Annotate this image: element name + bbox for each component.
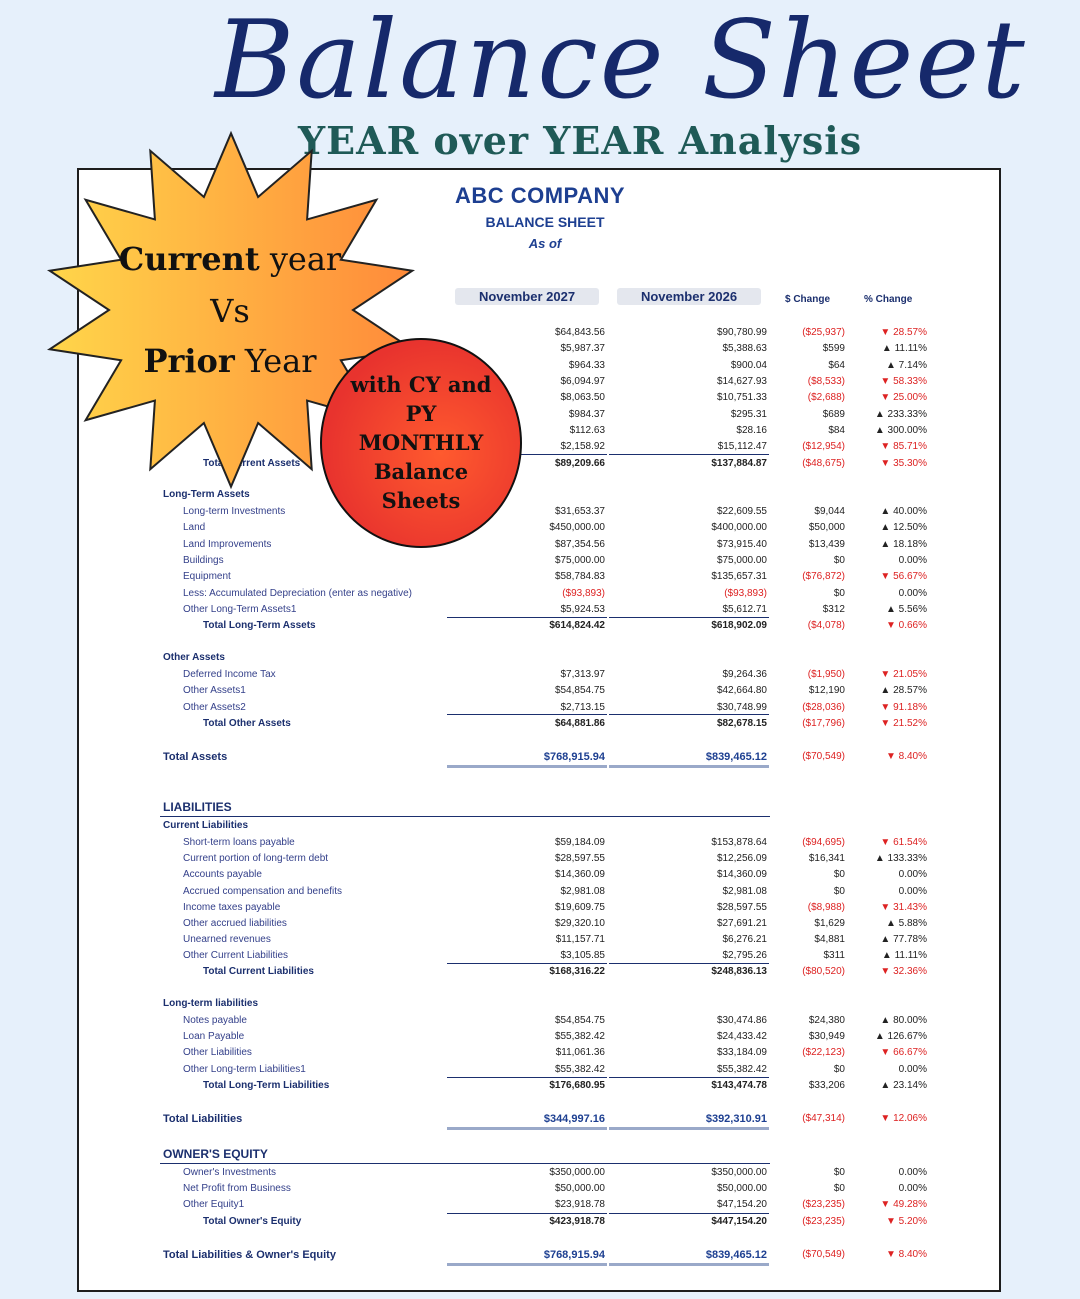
pct-change: ▼ 91.18% [880,701,927,713]
pct-change: ▲ 40.00% [880,506,927,517]
dollar-change: ($23,235) [802,1216,845,1227]
pct-change: ▲ 11.11% [881,343,927,355]
row-label: Current portion of long-term debt [183,853,329,865]
divider [609,1213,769,1214]
table-row [0,868,1080,882]
cy-value: $11,061.36 [555,1047,605,1059]
row-label: Equipment [183,571,231,583]
row-label: Other Liabilities [183,1047,252,1059]
divider [447,1127,607,1130]
dollar-change: ($70,549) [802,1249,845,1260]
cy-value: $11,157.71 [555,934,605,946]
total-row [0,965,1080,979]
section-heading: Other Assets [163,652,225,663]
row-label: Other Long-Term Assets1 [183,603,297,615]
cy-value: $64,881.86 [554,718,605,729]
dollar-change: ($2,688) [807,392,845,404]
dollar-change: $312 [822,603,845,615]
row-label: Other Assets1 [183,685,246,697]
py-value: $9,264.36 [722,669,767,680]
cy-value: $54,854.75 [554,685,605,697]
dollar-change: $0 [833,554,845,566]
divider [447,963,607,964]
py-value: $27,691.21 [716,918,767,929]
row-label: Total Assets [163,751,228,763]
row-label: Other Current Liabilities [183,950,289,962]
circle-badge-text [320,370,522,515]
equity-heading: OWNER'S EQUITY [163,1147,268,1161]
table-row [0,1198,1080,1212]
total-row [0,717,1080,731]
cy-value: $2,158.92 [560,441,605,453]
pct-change: ▲ 7.14% [885,359,927,371]
py-value: $618,902.09 [711,620,767,631]
py-value: $24,433.42 [716,1031,767,1043]
py-value: $82,678.15 [716,718,767,729]
grand-total-row [0,1112,1080,1126]
cy-value: $58,784.83 [554,571,605,583]
py-value: $12,256.09 [716,853,767,865]
badge-year: year [259,240,342,278]
pct-change: ▲ 5.56% [885,603,927,615]
dollar-change: ($70,549) [802,751,845,762]
py-value: $10,751.33 [716,392,767,404]
cy-value: ($93,893) [562,587,605,599]
row-label: Other Equity1 [183,1199,245,1211]
py-value: $14,627.93 [716,375,767,387]
table-row [0,885,1080,899]
table-row [0,1046,1080,1060]
table-row [0,1014,1080,1028]
script-title: Balance Sheet [215,0,1027,123]
cy-value: $55,382.42 [554,1031,605,1043]
equity-underline [160,1163,770,1164]
pct-change: ▲ 233.33% [874,408,927,420]
row-label: Notes payable [183,1015,247,1026]
badge-prior: Prior [143,342,235,380]
row-label: Land Improvements [183,538,272,550]
dollar-change: $9,044 [814,506,845,517]
pct-change: 0.00% [898,885,927,897]
row-label: Income taxes payable [183,901,281,913]
dollar-change: $64 [828,359,845,371]
dollar-change: ($48,675) [802,458,845,469]
cy-value: $176,680.95 [549,1080,605,1091]
cy-value: $8,063.50 [560,392,605,404]
dollar-change: ($25,937) [802,327,845,338]
dollar-change: $311 [823,950,845,962]
cy-value: $28,597.55 [554,853,605,865]
section-heading: Long-term liabilities [163,998,259,1009]
dollar-change: ($17,796) [802,718,845,729]
liabilities-heading: LIABILITIES [163,800,232,814]
col-header-dollar-change: $ Change [785,294,831,305]
dollar-change: $1,629 [814,918,845,929]
py-value: $839,465.12 [705,751,767,763]
pct-change: ▲ 133.33% [874,853,927,865]
dollar-change: $599 [822,343,845,355]
divider [609,1263,769,1266]
py-value: $28,597.55 [716,901,767,913]
pct-change: ▲ 23.14% [880,1080,927,1091]
row-label: Deferred Income Tax [183,669,276,680]
table-row [0,949,1080,963]
cy-value: $50,000.00 [554,1183,605,1195]
badge-prior-year: Year [234,342,317,380]
cy-value: $89,209.66 [554,458,605,469]
dollar-change: $0 [833,1183,845,1195]
py-value: $248,836.13 [711,966,767,977]
cy-value: $450,000.00 [549,522,605,534]
cy-value: $7,313.97 [560,669,605,680]
subtitle: YEAR over YEAR Analysis [298,118,863,163]
dollar-change: ($47,314) [802,1113,845,1124]
divider [447,1263,607,1266]
table-row [0,1030,1080,1044]
cy-value: $29,320.10 [554,918,605,929]
cy-value: $2,713.15 [560,701,605,713]
table-row [0,668,1080,682]
py-value: $33,184.09 [716,1047,767,1059]
py-value: $2,981.08 [722,885,767,897]
dollar-change: $689 [822,408,845,420]
table-row [0,521,1080,535]
py-value: $14,360.09 [716,869,767,881]
pct-change: ▼ 66.67% [880,1047,927,1059]
pct-change: ▼ 0.66% [885,620,927,631]
total-row [0,1215,1080,1229]
py-value: $135,657.31 [711,571,767,583]
py-value: $22,609.55 [716,506,767,517]
py-value: $839,465.12 [705,1249,767,1261]
table-row [0,603,1080,617]
cy-value: $87,354.56 [554,538,605,550]
dollar-change: $16,341 [808,853,845,865]
pct-change: ▲ 11.11% [881,950,927,962]
table-row [0,917,1080,931]
pct-change: 0.00% [898,869,927,881]
liabilities-underline [160,816,770,817]
pct-change: ▼ 5.20% [885,1216,927,1227]
total-row [0,619,1080,633]
cy-value: $344,997.16 [543,1113,605,1125]
pct-change: ▼ 12.06% [880,1113,927,1124]
row-label: Other accrued liabilities [183,918,287,929]
divider [447,714,607,715]
total-row [0,1079,1080,1093]
cy-value: $984.37 [568,408,605,420]
table-row [0,587,1080,601]
pct-change: ▼ 31.43% [880,901,927,913]
dollar-change: $0 [833,885,845,897]
pct-change: ▲ 126.67% [874,1031,927,1043]
section-heading: Current Liabilities [163,820,249,831]
grand-total-row [0,750,1080,764]
cy-value: $31,653.37 [554,506,605,517]
divider [447,617,607,618]
cy-value: $614,824.42 [549,620,605,631]
col-header-cy: November 2027 [455,288,599,305]
pct-change: ▼ 49.28% [880,1199,927,1211]
pct-change: 0.00% [898,554,927,566]
dollar-change: $0 [833,1167,845,1178]
py-value: $143,474.78 [711,1080,767,1091]
pct-change: ▲ 28.57% [880,685,927,697]
dollar-change: $12,190 [808,685,845,697]
dollar-change: ($8,988) [807,901,845,913]
py-value: $30,474.86 [716,1015,767,1026]
pct-change: 0.00% [898,1167,927,1178]
pct-change: ▲ 77.78% [880,934,927,946]
row-label: Total Other Assets [203,718,291,729]
row-label: Other Long-term Liabilities1 [183,1063,306,1075]
divider [609,454,769,455]
cy-value: $14,360.09 [554,869,605,881]
py-value: $153,878.64 [711,837,767,848]
py-value: ($93,893) [724,587,767,599]
badge-line-1 [60,240,400,278]
pct-change: 0.00% [898,1063,927,1075]
row-label: Total Current Assets [203,458,301,469]
cy-value: $54,854.75 [554,1015,605,1026]
row-label: Land [183,522,206,534]
py-value: $295.31 [730,408,767,420]
dollar-change: ($23,235) [802,1199,845,1211]
divider [609,963,769,964]
cy-value: $350,000.00 [549,1167,605,1178]
py-value: $42,664.80 [716,685,767,697]
cy-value: $23,918.78 [554,1199,605,1211]
row-label: Unearned revenues [183,934,271,946]
cy-value: $2,981.08 [560,885,605,897]
row-label: Short-term loans payable [183,837,295,848]
divider [609,714,769,715]
dollar-change: $84 [828,424,845,436]
cy-value: $3,105.85 [560,950,605,962]
divider [609,617,769,618]
divider [609,765,769,768]
circle-line-4: Balance [373,459,469,484]
cy-value: $59,184.09 [554,837,605,848]
pct-change: ▼ 56.67% [880,571,927,583]
badge-current: Current [118,240,260,278]
table-row [0,1063,1080,1077]
circle-line-1: with CY and [350,372,492,397]
dollar-change: ($8,533) [807,375,845,387]
dollar-change: ($12,954) [802,441,845,453]
cy-value: $768,915.94 [543,751,605,763]
py-value: $400,000.00 [711,522,767,534]
row-label: Net Profit from Business [183,1183,291,1195]
dollar-change: $0 [833,587,845,599]
py-value: $6,276.21 [722,934,767,946]
circle-line-2: PY [405,401,437,426]
cy-value: $75,000.00 [554,554,605,566]
cy-value: $6,094.97 [560,375,605,387]
py-value: $75,000.00 [716,554,767,566]
row-label: Total Liabilities & Owner's Equity [163,1249,336,1261]
pct-change: ▼ 35.30% [880,458,927,469]
dollar-change: ($28,036) [802,701,845,713]
pct-change: ▼ 21.05% [880,669,927,680]
pct-change: ▲ 300.00% [874,424,927,436]
pct-change: ▼ 32.36% [880,966,927,977]
row-label: Buildings [183,554,224,566]
pct-change: 0.00% [898,587,927,599]
company-name: ABC COMPANY [454,183,626,208]
pct-change: ▲ 5.88% [885,918,927,929]
col-header-pct-change: % Change [864,294,913,305]
cy-value: $64,843.56 [554,327,605,338]
pct-change: ▼ 8.40% [885,751,927,762]
table-row [0,554,1080,568]
divider [609,1077,769,1078]
circle-line-5: Sheets [381,488,461,513]
as-of-label: As of [528,236,562,251]
pct-change: ▲ 18.18% [880,538,927,550]
row-label: Total Liabilities [163,1113,243,1125]
py-value: $28.16 [736,424,767,436]
col-header-py: November 2026 [617,288,761,305]
dollar-change: ($80,520) [802,966,845,977]
dollar-change: $33,206 [808,1080,845,1091]
divider [609,1127,769,1130]
table-row [0,505,1080,519]
row-label: Less: Accumulated Depreciation (enter as negative) [183,587,413,599]
pct-change: ▲ 80.00% [880,1015,927,1026]
py-value: $5,612.71 [722,603,767,615]
pct-change: ▲ 12.50% [880,522,927,534]
row-label: Total Current Liabilities [203,966,314,977]
py-value: $137,884.87 [711,458,767,469]
sheet-title: BALANCE SHEET [485,214,605,230]
dollar-change: $50,000 [808,522,845,534]
badge-line-2: Vs [210,292,250,330]
table-row [0,933,1080,947]
dollar-change: $13,439 [808,538,845,550]
dollar-change: ($4,078) [807,620,845,631]
py-value: $30,748.99 [716,701,767,713]
cy-value: $112.63 [569,424,605,436]
py-value: $73,915.40 [716,538,767,550]
divider [447,765,607,768]
pct-change: ▼ 58.33% [880,375,927,387]
pct-change: ▼ 21.52% [880,718,927,729]
cy-value: $5,987.37 [560,343,605,355]
py-value: $350,000.00 [711,1167,767,1178]
row-label: Total Long-Term Liabilities [203,1080,330,1091]
pct-change: 0.00% [898,1183,927,1195]
dollar-change: $30,949 [808,1031,845,1043]
py-value: $900.04 [730,359,767,371]
pct-change: ▼ 8.40% [885,1249,927,1260]
pct-change: ▼ 25.00% [880,392,927,404]
py-value: $5,388.63 [722,343,767,355]
table-row [0,852,1080,866]
cy-value: $55,382.42 [554,1063,605,1075]
dollar-change: $4,881 [814,934,845,946]
dollar-change: $0 [833,869,845,881]
divider [447,1213,607,1214]
circle-line-3: MONTHLY [358,430,484,455]
py-value: $15,112.47 [717,441,767,453]
grand-total-row [0,1248,1080,1262]
row-label: Loan Payable [183,1031,245,1043]
table-row [0,901,1080,915]
dollar-change: ($76,872) [802,571,845,583]
py-value: $50,000.00 [716,1183,767,1195]
row-label: Accrued compensation and benefits [183,885,342,897]
table-row [0,1166,1080,1180]
dollar-change: $0 [833,1063,845,1075]
pct-change: ▼ 85.71% [880,441,927,453]
row-label: Total Long-Term Assets [203,620,316,631]
section-heading: Long-Term Assets [163,489,250,500]
table-row [0,701,1080,715]
table-row [0,570,1080,584]
row-label: Owner's Investments [183,1167,277,1178]
table-row [0,684,1080,698]
table-row [0,538,1080,552]
dollar-change: ($22,123) [802,1047,845,1059]
py-value: $55,382.42 [716,1063,767,1075]
cy-value: $19,609.75 [554,901,605,913]
cy-value: $768,915.94 [543,1249,605,1261]
table-row [0,836,1080,850]
cy-value: $5,924.53 [560,603,605,615]
row-label: Accounts payable [183,869,262,881]
cy-value: $964.33 [568,359,605,371]
py-value: $90,780.99 [716,327,767,338]
pct-change: ▼ 28.57% [880,327,927,338]
dollar-change: ($1,950) [807,669,845,680]
py-value: $2,795.26 [722,950,767,962]
py-value: $47,154.20 [716,1199,767,1211]
cy-value: $168,316.22 [549,966,605,977]
dollar-change: ($94,695) [802,837,845,848]
row-label: Total Owner's Equity [203,1216,302,1227]
dollar-change: $24,380 [808,1015,845,1026]
row-label: Long-term Investments [183,506,286,517]
py-value: $392,310.91 [705,1113,767,1125]
cy-value: $423,918.78 [549,1216,605,1227]
row-label: Other Assets2 [183,701,246,713]
table-row [0,1182,1080,1196]
pct-change: ▼ 61.54% [880,837,927,848]
divider [447,1077,607,1078]
py-value: $447,154.20 [711,1216,767,1227]
